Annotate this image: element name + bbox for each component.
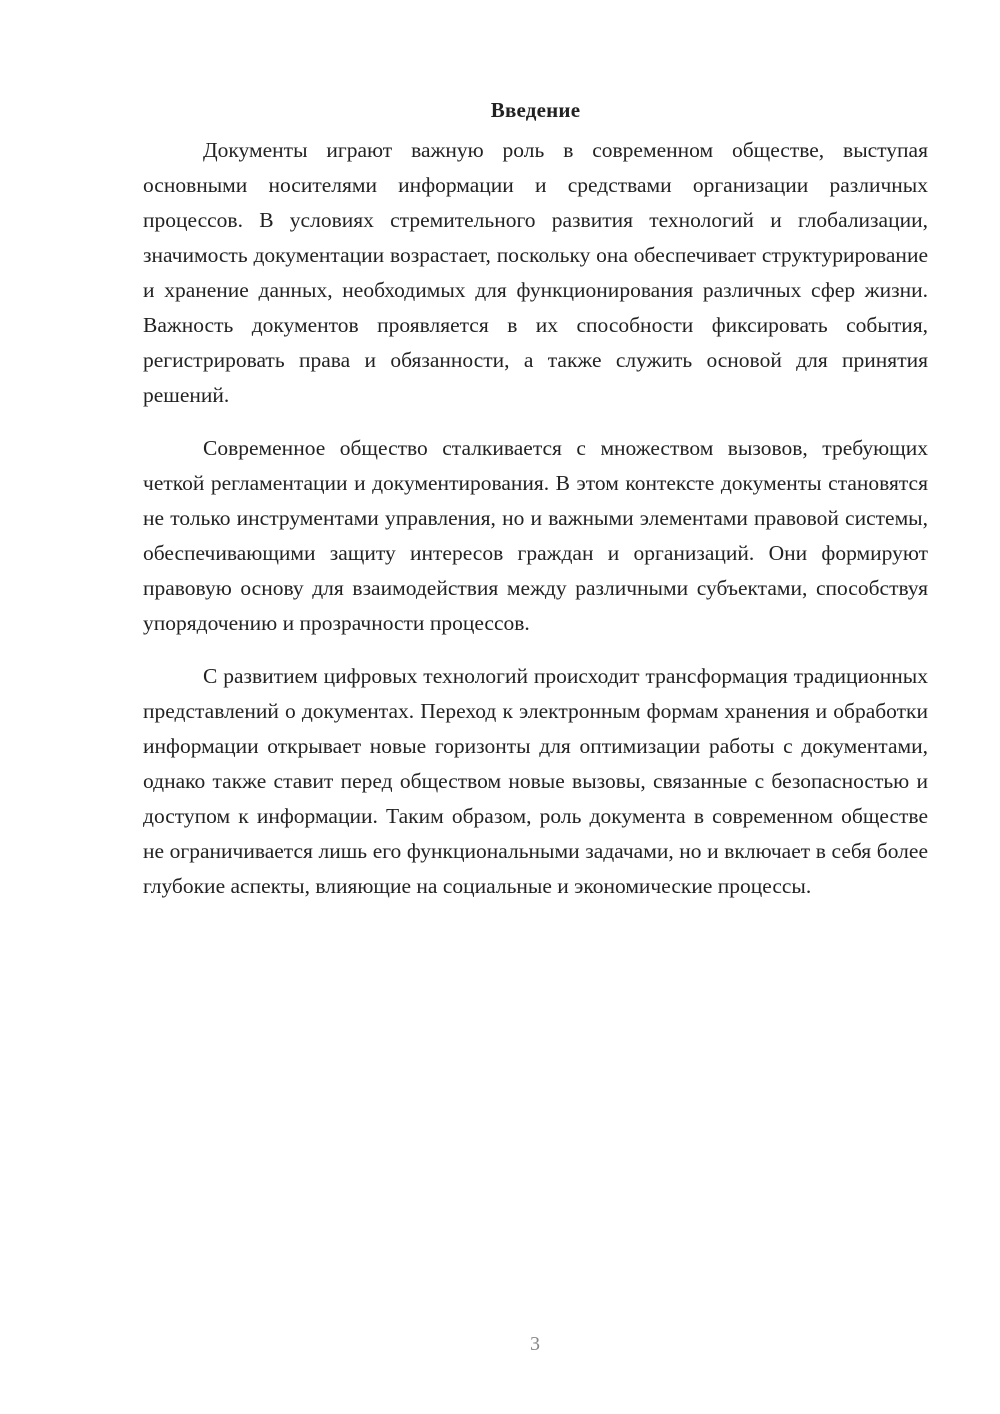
- paragraph-3: С развитием цифровых технологий происходит трансформация традиционных представлений о документах. Переход к электронным формам хранения и обработки информации открывает новые горизонты для оптимизации работы с документами, однако также ставит перед обществом новые вызовы, связанные с безопасностью и доступом к информации. Таким образом, роль документа в современном обществе не ограничивается лишь его функциональными задачами, но и включает в себя более глубокие аспекты, влияющие на социальные и экономические процессы.: [143, 664, 928, 898]
- paragraph-2: Современное общество сталкивается с множеством вызовов, требующих четкой регламентации и документирования. В этом контексте документы становятся не только инструментами управления, но и важными элементами правовой системы, обеспечивающими защиту интересов граждан и организаций. Они формируют правовую основу для взаимодействия между различными субъектами, способствуя упорядочению и прозрачности процессов.: [143, 436, 928, 635]
- paragraph-1: Документы играют важную роль в современном обществе, выступая основными носителями информации и средствами организации различных процессов. В условиях стремительного развития технологий и глобализации, значимость документации возрастает, поскольку она обеспечивает структурирование и хранение данных, необходимых для функционирования различных сфер жизни. Важность документов проявляется в их способности фиксировать события, регистрировать права и обязанности, а также служить основой для принятия решений.: [143, 138, 928, 407]
- section-heading: Введение: [490, 98, 581, 122]
- page-number: 3: [530, 1333, 540, 1355]
- page-content: [143, 95, 928, 904]
